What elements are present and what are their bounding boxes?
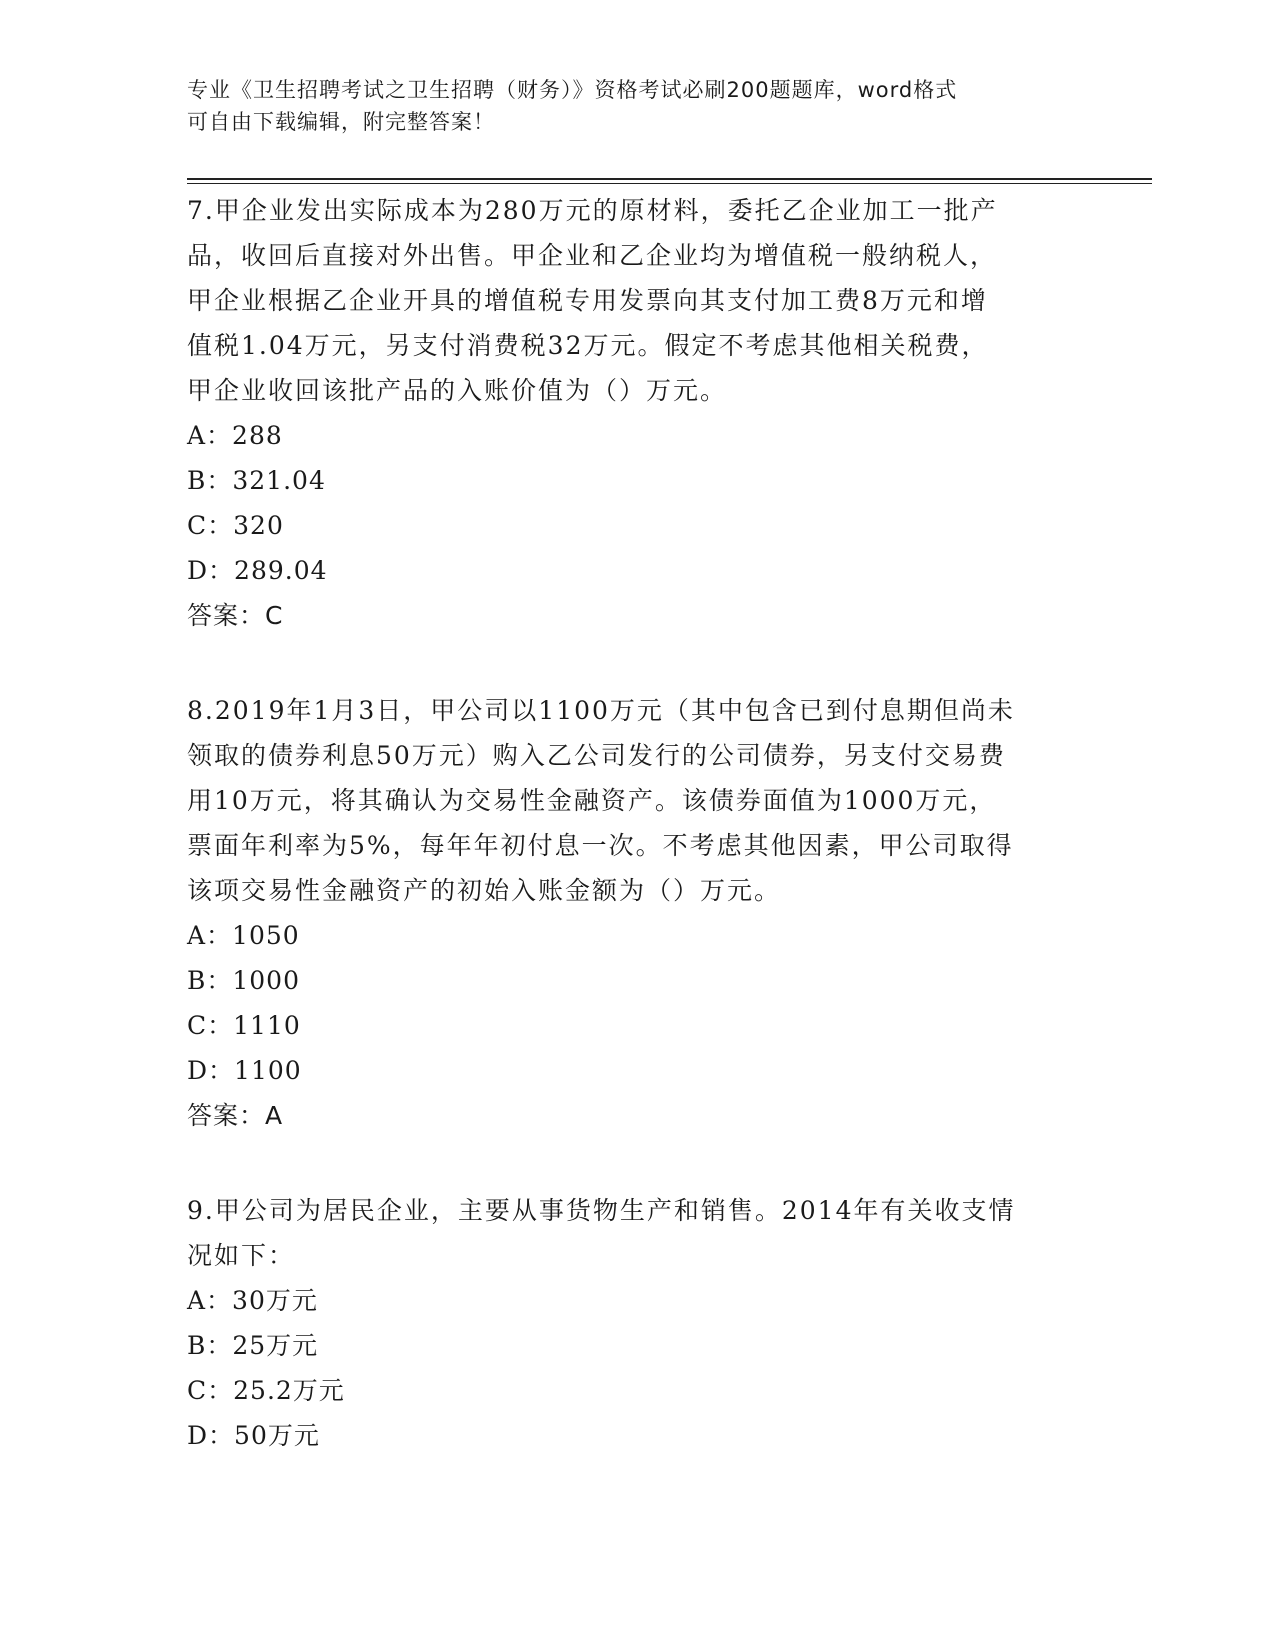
question-stem-line: 8.2019年1月3日，甲公司以1100万元（其中包含已到付息期但尚未 <box>187 696 1015 725</box>
question-stem-line: 9.甲公司为居民企业，主要从事货物生产和销售。2014年有关收支情 <box>187 1196 1016 1225</box>
header-line-2: 可自由下载编辑，附完整答案！ <box>187 110 495 134</box>
question-stem-line: 该项交易性金融资产的初始入账金额为（）万元。 <box>187 876 782 905</box>
option-d: D：1100 <box>187 1056 302 1085</box>
option-c: C：320 <box>187 511 284 540</box>
question-stem-line: 7.甲企业发出实际成本为280万元的原材料，委托乙企业加工一批产 <box>187 196 998 225</box>
answer-line: 答案：A <box>187 1101 284 1130</box>
question-8 <box>187 688 1067 1138</box>
option-b: B：25万元 <box>187 1331 319 1360</box>
option-a: A：1050 <box>187 921 300 950</box>
header-divider-thin <box>187 183 1152 184</box>
option-a: A：288 <box>187 421 283 450</box>
header-divider-thick <box>187 178 1152 180</box>
question-stem-line: 用10万元，将其确认为交易性金融资产。该债券面值为1000万元， <box>187 786 997 815</box>
question-stem-line: 值税1.04万元，另支付消费税32万元。假定不考虑其他相关税费， <box>187 331 989 360</box>
option-c: C：25.2万元 <box>187 1376 345 1405</box>
question-9 <box>187 1188 1067 1458</box>
question-stem-line: 甲企业根据乙企业开具的增值税专用发票向其支付加工费8万元和增 <box>187 286 988 315</box>
option-c: C：1110 <box>187 1011 301 1040</box>
header-line-1: 专业《卫生招聘考试之卫生招聘（财务）》资格考试必刷200题题库，word格式 <box>187 78 958 102</box>
question-stem-line: 票面年利率为5%，每年年初付息一次。不考虑其他因素，甲公司取得 <box>187 831 1014 860</box>
option-b: B：321.04 <box>187 466 326 495</box>
question-stem-line: 况如下： <box>187 1241 296 1270</box>
option-d: D：289.04 <box>187 556 328 585</box>
answer-line: 答案：C <box>187 601 284 630</box>
option-d: D：50万元 <box>187 1421 320 1450</box>
question-7 <box>187 188 1067 638</box>
question-stem-line: 甲企业收回该批产品的入账价值为（）万元。 <box>187 376 728 405</box>
document-header <box>187 74 1067 138</box>
question-stem-line: 品，收回后直接对外出售。甲企业和乙企业均为增值税一般纳税人， <box>187 241 998 270</box>
option-b: B：1000 <box>187 966 300 995</box>
question-stem-line: 领取的债券利息50万元）购入乙公司发行的公司债券，另支付交易费 <box>187 741 1006 770</box>
option-a: A：30万元 <box>187 1286 318 1315</box>
